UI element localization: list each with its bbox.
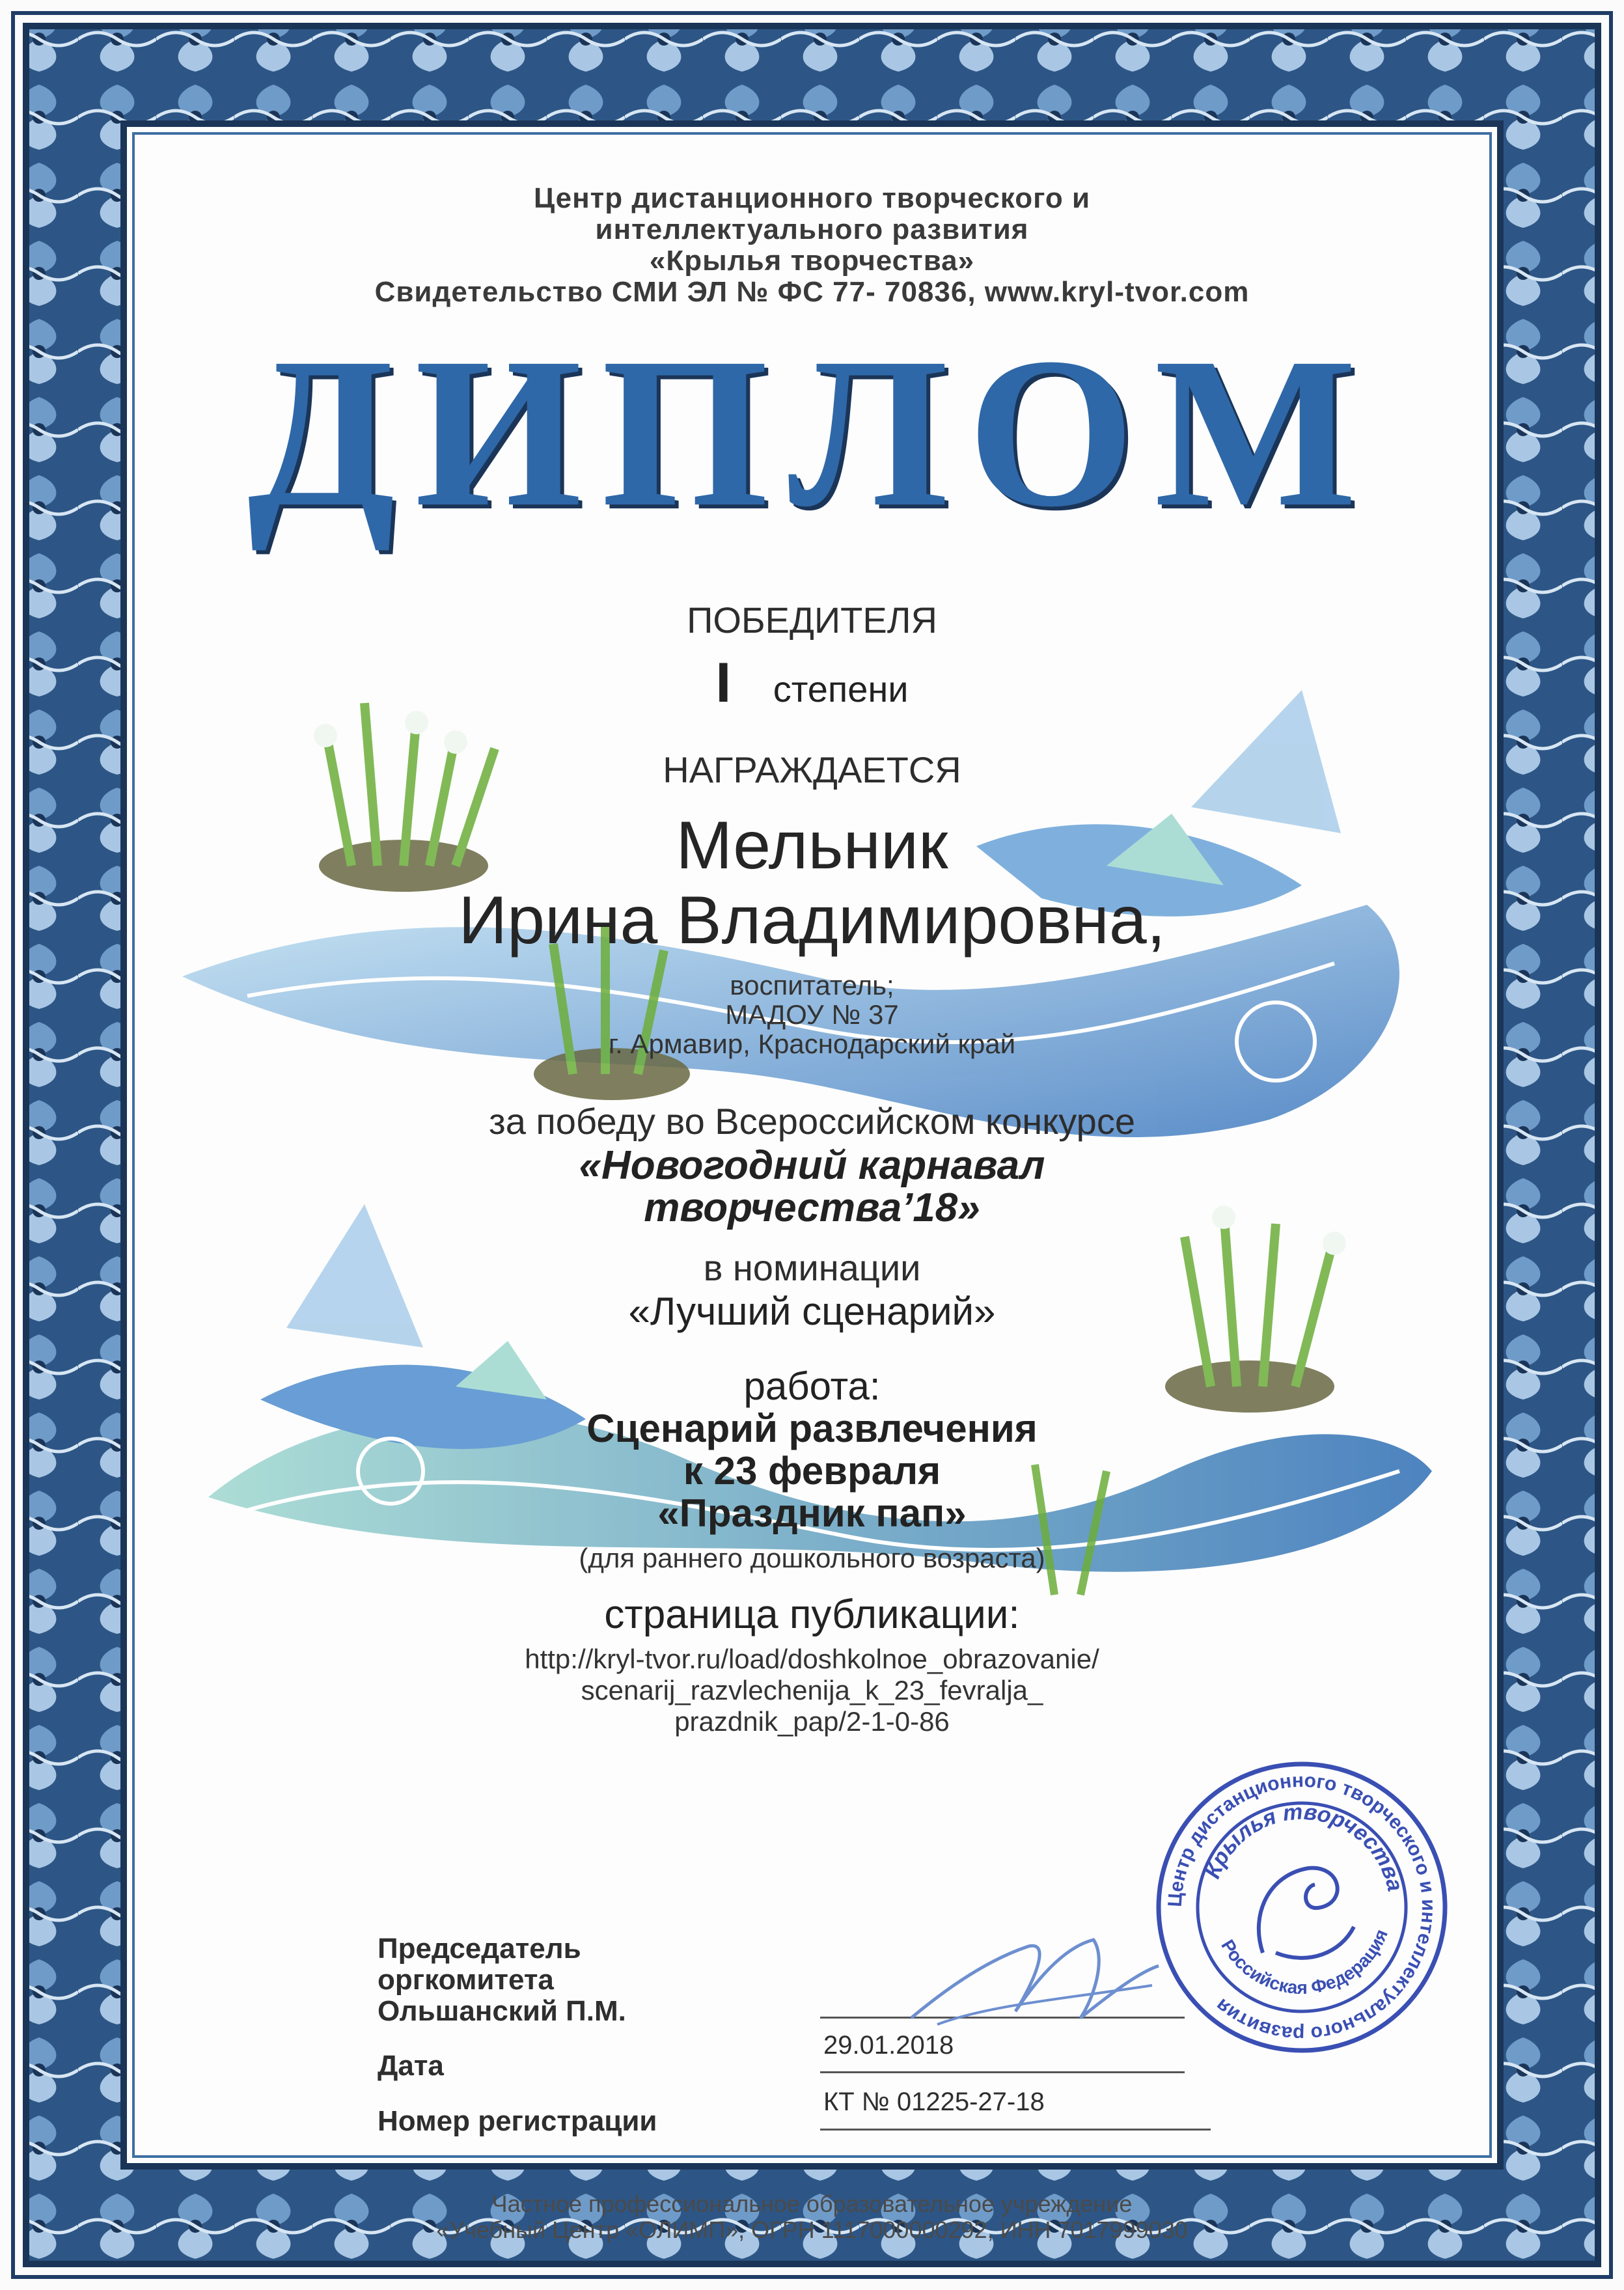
date-label: Дата xyxy=(378,2050,444,2082)
header-line-1: Центр дистанционного творческого и xyxy=(533,182,1091,214)
registration-label: Номер регистрации xyxy=(378,2105,657,2137)
work-title-line-3: «Праздник пап» xyxy=(657,1491,967,1535)
footer-line-1: Частное профессиональное образовательное учреждение xyxy=(491,2190,1133,2217)
header-line-2: интеллектуального развития xyxy=(595,214,1029,245)
header-line-4: Свидетельство СМИ ЭЛ № ФС 77- 70836, www.kryl-tvor.com xyxy=(374,276,1250,308)
publication-url-1: http://kryl-tvor.ru/load/doshkolnoe_obrazovanie/ xyxy=(525,1644,1099,1674)
contest-intro: за победу во Всероссийском конкурсе xyxy=(489,1101,1135,1142)
nomination-label: в номинации xyxy=(703,1247,921,1288)
stamp-country-text: Российская Федерация xyxy=(1217,1926,1392,1998)
date-value: 29.01.2018 xyxy=(823,2031,954,2060)
registration-line xyxy=(820,2129,1211,2131)
handwritten-signature xyxy=(898,1920,1172,2037)
winner-label: ПОБЕДИТЕЛЯ xyxy=(687,600,937,641)
publication-url-3: prazdnik_pap/2-1-0-86 xyxy=(674,1706,950,1737)
awarded-label: НАГРАЖДАЕТСЯ xyxy=(663,749,961,790)
nomination-name: «Лучший сценарий» xyxy=(628,1290,996,1333)
recipient-city: г. Армавир, Краснодарский край xyxy=(608,1028,1016,1059)
date-line xyxy=(820,2071,1185,2073)
recipient-position: воспитатель; xyxy=(730,970,894,1000)
footer-line-2: «Учебный Центр «ОЛИМП», ОГРН 1117000000292, ИНН 7017999030 xyxy=(436,2216,1188,2243)
work-note: (для раннего дошкольного возраста) xyxy=(579,1543,1045,1573)
degree-number: I xyxy=(715,652,732,714)
chair-label-1: Председатель xyxy=(378,1933,581,1965)
degree-word: степени xyxy=(773,669,909,710)
work-title-line-1: Сценарий развлечения xyxy=(586,1407,1038,1450)
work-title-line-2: к 23 февраля xyxy=(683,1449,941,1493)
stamp-inner-text: Крылья творчества xyxy=(1200,1799,1408,1894)
header-line-3: «Крылья творчества» xyxy=(649,245,975,277)
publication-label: страница публикации: xyxy=(604,1592,1020,1637)
recipient-org: МАДОУ № 37 xyxy=(725,999,899,1030)
recipient-surname: Мельник xyxy=(676,808,948,883)
chair-label-2: оргкомитета xyxy=(378,1964,554,1996)
organization-stamp xyxy=(1152,1758,1452,2057)
registration-number: КТ № 01225-27-18 xyxy=(823,2088,1045,2116)
publication-url-2: scenarij_razvlechenija_k_23_fevralja_ xyxy=(581,1675,1043,1705)
chair-name: Ольшанский П.М. xyxy=(378,1995,626,2027)
degree-line xyxy=(0,651,1624,715)
svg-text:Российская Федерация xyxy=(1217,1926,1392,1998)
work-label: работа: xyxy=(743,1364,881,1408)
recipient-name: Ирина Владимировна, xyxy=(458,883,1166,958)
stamp-outer-text: Центр дистанционного творческого и интеллектуального развития xyxy=(1164,1769,1440,2045)
diploma-title: ДИПЛОМ xyxy=(247,314,1377,551)
swan-icon xyxy=(1259,1868,1354,1958)
contest-name-line-1: «Новогодний карнавал xyxy=(579,1143,1045,1188)
contest-name-line-2: творчества’18» xyxy=(644,1185,980,1230)
